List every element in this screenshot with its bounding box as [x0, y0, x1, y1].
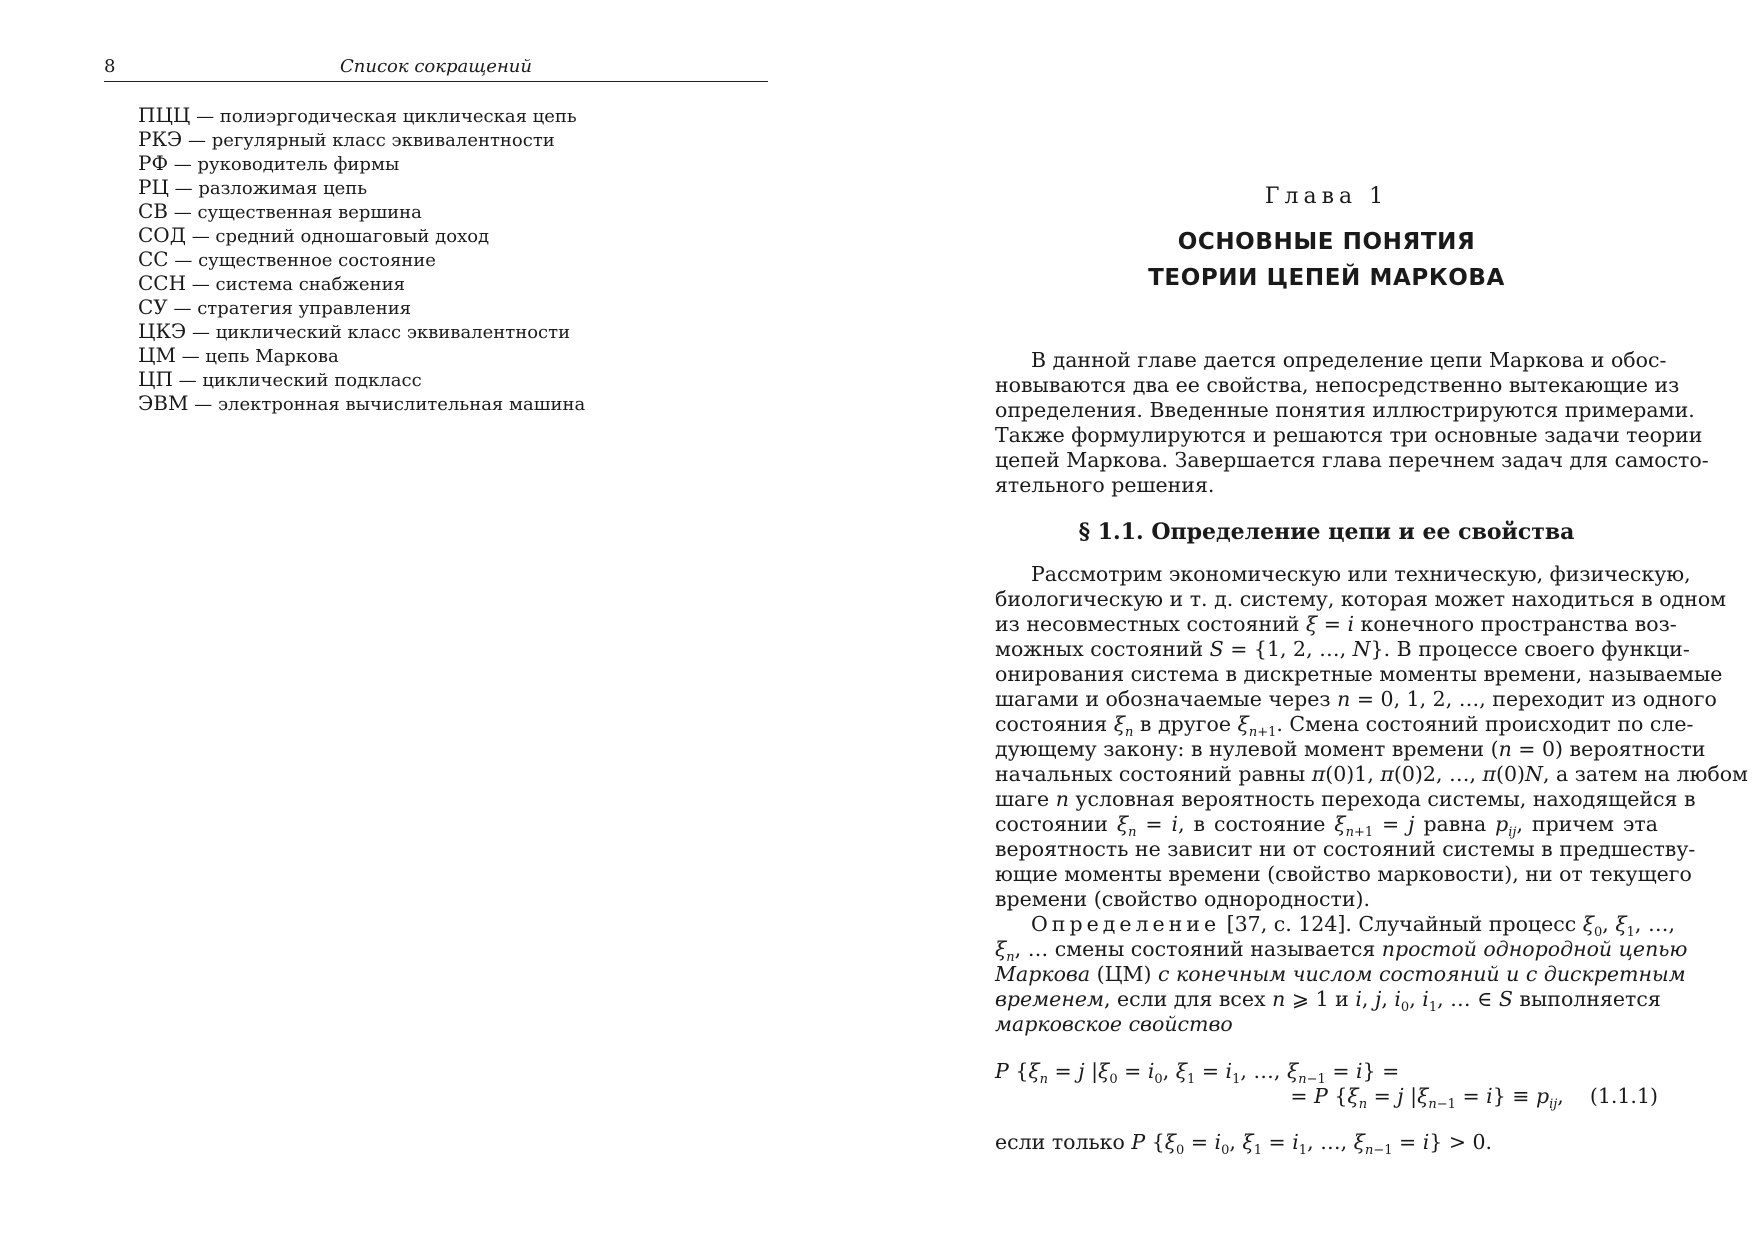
- text-line: можных состояний S = {1, 2, …, N}. В процессе своего функци-: [995, 637, 1690, 661]
- list-item: [138, 344, 585, 368]
- abbr-meaning: — циклический подкласс: [178, 370, 422, 391]
- abbr-term: СУ: [138, 295, 168, 319]
- text-line: $\xi_n$, … смены состояний называется простой однородной цепью: [995, 937, 1688, 965]
- list-item: [138, 392, 585, 416]
- header-rule: [104, 81, 768, 82]
- abbr-term: ЦКЭ: [138, 319, 187, 343]
- abbr-meaning: — электронная вычислительная машина: [194, 394, 586, 415]
- abbr-meaning: — циклический класс эквивалентности: [191, 322, 571, 343]
- running-head: Список сокращений: [340, 56, 532, 77]
- definition-word: Определение: [1031, 912, 1221, 936]
- text-line: временем, если для всех n ⩾ 1 и i, j, $i_0$, $i_1$, … ∈ S выполняется: [995, 987, 1661, 1015]
- abbr-meaning: — полиэргодическая циклическая цепь: [196, 106, 577, 127]
- abbr-meaning: — существенная вершина: [173, 202, 422, 223]
- text-line: биологическую и т. д. систему, которая может находиться в одном: [995, 587, 1727, 611]
- abbr-meaning: — средний одношаговый доход: [191, 226, 490, 247]
- text-line: дующему закону: в нулевой момент времени (n = 0) вероятности: [995, 737, 1706, 761]
- text-line: ющие моменты времени (свойство марковости), ни от текущего: [995, 862, 1692, 886]
- abbr-term: ССН: [138, 271, 187, 295]
- abbr-term: СВ: [138, 199, 168, 223]
- chapter-title-line: ТЕОРИИ ЦЕПЕЙ МАРКОВА: [1148, 265, 1505, 291]
- text-line: шагами и обозначаемые через n = 0, 1, 2, …, переходит из одного: [995, 687, 1717, 711]
- abbr-meaning: — существенное состояние: [174, 250, 436, 271]
- text-line: если только P {$\xi_0 = i_0$, $\xi_1 = i_1$, …, $\xi_{n-1} = i\} > 0$.: [995, 1130, 1493, 1158]
- text-line: В данной главе дается определение цепи Маркова и обос-: [1031, 348, 1667, 372]
- equation-number: (1.1.1): [1589, 1084, 1658, 1108]
- abbr-meaning: — система снабжения: [191, 274, 405, 295]
- abbr-term: РФ: [138, 151, 169, 175]
- text-line: шаге n условная вероятность перехода системы, находящейся в: [995, 787, 1696, 811]
- abbr-term: СС: [138, 247, 169, 271]
- abbr-meaning: — разложимая цепь: [174, 178, 368, 199]
- list-item: [138, 152, 585, 176]
- chapter-title: [995, 224, 1658, 296]
- chapter-label: Глава 1: [1264, 184, 1389, 209]
- abbr-meaning: — цепь Маркова: [181, 346, 339, 367]
- list-item: [138, 320, 585, 344]
- section-title: § 1.1. Определение цепи и ее свойства: [1078, 519, 1575, 545]
- text-line: вероятность не зависит ни от состояний системы в предшеству-: [995, 837, 1696, 861]
- chapter-title-line: ОСНОВНЫЕ ПОНЯТИЯ: [1177, 229, 1476, 255]
- text-line: Маркова (ЦМ) с конечным числом состояний и с дискретным: [995, 962, 1686, 986]
- list-item: [138, 176, 585, 200]
- list-item: [138, 128, 585, 152]
- page-number: 8: [104, 56, 116, 77]
- list-item: [138, 248, 585, 272]
- abbr-term: ЦП: [138, 367, 173, 391]
- text-line: марковское свойство: [995, 1012, 1233, 1036]
- list-item: [138, 368, 585, 392]
- list-item: [138, 200, 585, 224]
- abbr-term: ЭВМ: [138, 391, 189, 415]
- text-line: состоянии $\xi_n = i$, в состояние $\xi_{n+1} = j$ равна $p_{ij}$, причем эта: [995, 812, 1658, 840]
- text-line: начальных состояний равны π(0)1, π(0)2, …, π(0)N, а затем на любом: [995, 762, 1748, 786]
- list-item: [138, 104, 585, 128]
- abbr-term: ПЦЦ: [138, 103, 191, 127]
- chapter-intro: [995, 348, 1709, 498]
- text-line: состояния $\xi_n$ в другое $\xi_{n+1}$. Смена состояний происходит по сле-: [995, 712, 1694, 740]
- abbr-term: ЦМ: [138, 343, 176, 367]
- text-line: ятельного решения.: [995, 473, 1215, 497]
- text-line: определения. Введенные понятия иллюстрируются примерами.: [995, 398, 1695, 422]
- equation-1-1-1: P {$\xi_n = j$ $|\xi_0 = i_0$, $\xi_1 = i_1$, …, $\xi_{n-1} = i$} = = P {$\xi_n = j$ $|\xi_{n-1} = i\} \equiv p_{ij}$, (1.1.1): [995, 1059, 1658, 1112]
- list-item: [138, 224, 585, 248]
- text-line: Определение [37, с. 124]. Случайный процесс $\xi_0$, $\xi_1$, …,: [1031, 912, 1675, 940]
- text-line: цепей Маркова. Завершается глава перечнем задач для самосто-: [995, 448, 1709, 472]
- text-line: Рассмотрим экономическую или техническую, физическую,: [1031, 562, 1691, 586]
- abbr-term: РКЭ: [138, 127, 183, 151]
- text-line: времени (свойство однородности).: [995, 887, 1371, 911]
- text-line: Также формулируются и решаются три основные задачи теории: [995, 423, 1703, 447]
- abbr-term: РЦ: [138, 175, 169, 199]
- section-body: [995, 562, 1748, 1037]
- list-item: [138, 272, 585, 296]
- abbr-meaning: — стратегия управления: [173, 298, 412, 319]
- text-line: онирования система в дискретные моменты времени, называемые: [995, 662, 1723, 686]
- abbr-meaning: — руководитель фирмы: [173, 154, 400, 175]
- abbr-term: СОД: [138, 223, 186, 247]
- list-item: [138, 296, 585, 320]
- abbreviation-list: [138, 104, 585, 416]
- text-line: новываются два ее свойства, непосредственно вытекающие из: [995, 373, 1680, 397]
- abbr-meaning: — регулярный класс эквивалентности: [187, 130, 555, 151]
- text-line: из несовместных состояний ξ = i конечного пространства воз-: [995, 612, 1677, 636]
